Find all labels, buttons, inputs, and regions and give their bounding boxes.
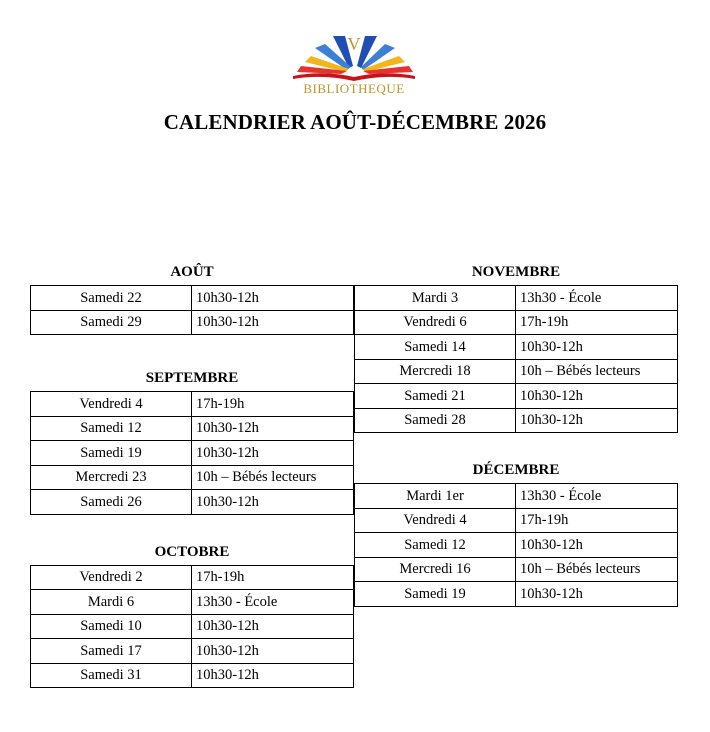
- table-row: [355, 384, 678, 409]
- time-cell: 10h30-12h: [516, 408, 678, 433]
- time-cell: 13h30 - École: [192, 590, 354, 615]
- time-cell: 10h30-12h: [192, 663, 354, 688]
- table-row: [31, 614, 354, 639]
- table-row: [31, 639, 354, 664]
- table-row: [355, 310, 678, 335]
- month-title: NOVEMBRE: [471, 264, 561, 280]
- page-title: CALENDRIER AOÛT-DÉCEMBRE 2026: [163, 110, 547, 134]
- open-book-icon: [291, 30, 417, 98]
- day-cell: Vendredi 4: [31, 392, 192, 417]
- table-row: [355, 582, 678, 607]
- day-cell: Mercredi 16: [355, 557, 516, 582]
- table-row: [31, 465, 354, 490]
- time-cell: 10h30-12h: [192, 639, 354, 664]
- table-row: [355, 508, 678, 533]
- table-row: [31, 590, 354, 615]
- day-cell: Mercredi 23: [31, 465, 192, 490]
- table-row: [355, 533, 678, 558]
- time-cell: 10h30-12h: [192, 286, 354, 311]
- library-logo: [291, 30, 417, 98]
- time-cell: 17h-19h: [516, 310, 678, 335]
- time-cell: 10h30-12h: [192, 441, 354, 466]
- time-cell: 10h30-12h: [516, 582, 678, 607]
- svg-text:BIBLIOTHEQUE: BIBLIOTHEQUE: [303, 81, 405, 96]
- svg-text:V: V: [347, 34, 361, 54]
- day-cell: Samedi 29: [31, 310, 192, 335]
- right-column: [354, 262, 678, 607]
- table-row: [31, 416, 354, 441]
- day-cell: Samedi 17: [31, 639, 192, 664]
- time-cell: 17h-19h: [516, 508, 678, 533]
- month-novembre: [354, 262, 678, 433]
- schedule-table: [30, 391, 354, 515]
- table-row: [355, 359, 678, 384]
- month-title: DÉCEMBRE: [472, 462, 560, 478]
- left-column: [30, 262, 354, 688]
- time-cell: 10h – Bébés lecteurs: [516, 557, 678, 582]
- table-row: [31, 490, 354, 515]
- day-cell: Samedi 22: [31, 286, 192, 311]
- month-title: OCTOBRE: [154, 543, 230, 560]
- day-cell: Mercredi 18: [355, 359, 516, 384]
- table-row: [31, 286, 354, 311]
- month-aout: [30, 262, 354, 335]
- time-cell: 10h30-12h: [192, 614, 354, 639]
- day-cell: Mardi 1er: [355, 484, 516, 509]
- time-cell: 17h-19h: [192, 565, 354, 590]
- table-row: [355, 557, 678, 582]
- day-cell: Samedi 31: [31, 663, 192, 688]
- time-cell: 10h30-12h: [192, 490, 354, 515]
- day-cell: Vendredi 4: [355, 508, 516, 533]
- table-row: [31, 663, 354, 688]
- table-row: [31, 565, 354, 590]
- day-cell: Samedi 26: [31, 490, 192, 515]
- table-row: [355, 484, 678, 509]
- time-cell: 13h30 - École: [516, 484, 678, 509]
- day-cell: Mardi 6: [31, 590, 192, 615]
- time-cell: 13h30 - École: [516, 286, 678, 311]
- month-octobre: [30, 542, 354, 689]
- table-row: [31, 441, 354, 466]
- day-cell: Samedi 14: [355, 335, 516, 360]
- table-row: [355, 408, 678, 433]
- time-cell: 10h – Bébés lecteurs: [192, 465, 354, 490]
- table-row: [31, 310, 354, 335]
- day-cell: Samedi 19: [31, 441, 192, 466]
- schedule-table: [354, 285, 678, 433]
- day-cell: Samedi 12: [31, 416, 192, 441]
- time-cell: 10h30-12h: [192, 416, 354, 441]
- day-cell: Samedi 19: [355, 582, 516, 607]
- day-cell: Mardi 3: [355, 286, 516, 311]
- time-cell: 17h-19h: [192, 392, 354, 417]
- table-row: [355, 335, 678, 360]
- schedule-table: [30, 285, 354, 335]
- day-cell: Samedi 10: [31, 614, 192, 639]
- day-cell: Samedi 28: [355, 408, 516, 433]
- day-cell: Samedi 12: [355, 533, 516, 558]
- day-cell: Vendredi 2: [31, 565, 192, 590]
- time-cell: 10h – Bébés lecteurs: [516, 359, 678, 384]
- month-septembre: [30, 368, 354, 515]
- schedule-table: [354, 483, 678, 607]
- time-cell: 10h30-12h: [516, 335, 678, 360]
- time-cell: 10h30-12h: [516, 533, 678, 558]
- time-cell: 10h30-12h: [192, 310, 354, 335]
- month-decembre: [354, 460, 678, 607]
- day-cell: Vendredi 6: [355, 310, 516, 335]
- time-cell: 10h30-12h: [516, 384, 678, 409]
- schedule-table: [30, 565, 354, 689]
- table-row: [355, 286, 678, 311]
- day-cell: Samedi 21: [355, 384, 516, 409]
- month-title: AOÛT: [170, 264, 214, 280]
- table-row: [31, 392, 354, 417]
- month-title: SEPTEMBRE: [145, 370, 239, 386]
